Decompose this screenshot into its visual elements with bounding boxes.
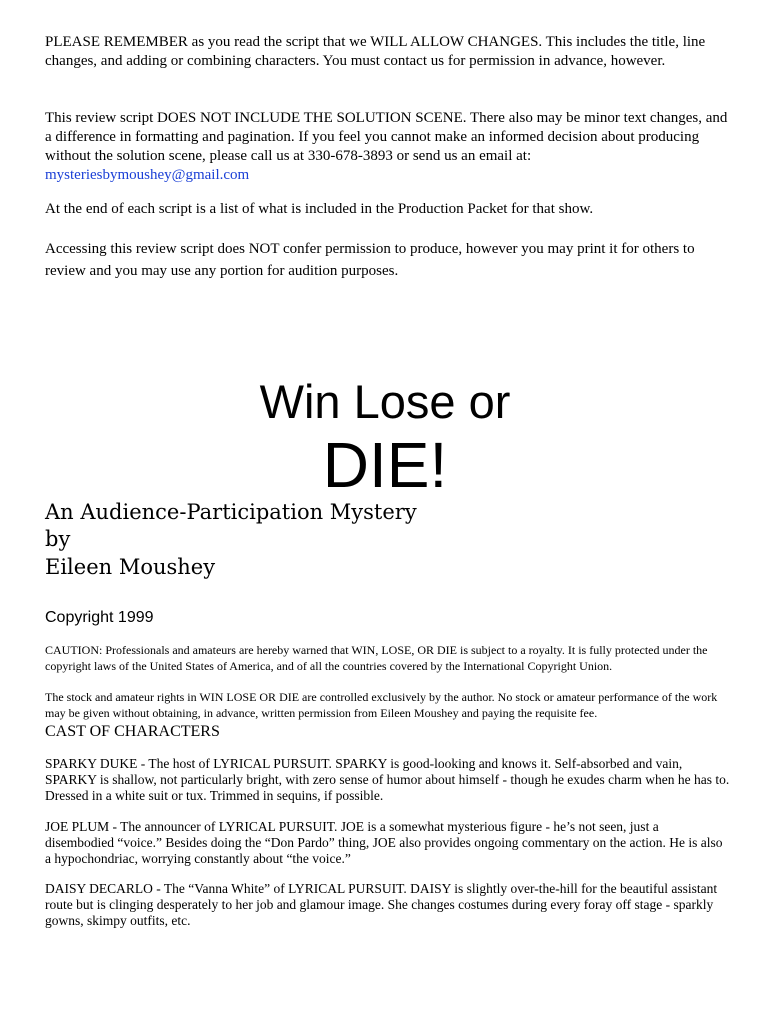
- character-joe: JOE PLUM - The announcer of LYRICAL PURSUIT. JOE is a somewhat mysterious figure - he’s not seen, just a disembodied “voice.” Besides doing the “Don Pardo” thing, JOE also provides ongoing commentary on the action. He is also a hypochondriac, worrying constantly about “the voice.”: [45, 819, 723, 866]
- subtitle-line-1: An Audience-Participation Mystery: [45, 500, 417, 524]
- notice-solution-text: This review script DOES NOT INCLUDE THE SOLUTION SCENE. There also may be minor text changes, and a difference in formatting and pagination. If you feel you cannot make an informed decision about producing without the solution scene, please call us at 330-678-3893 or send us an email at:: [45, 110, 728, 164]
- cast-heading: CAST OF CHARACTERS: [45, 723, 220, 740]
- permission-text: Accessing this review script does NOT confer permission to produce, however you may print it for others to review and you may use any portion for audition purposes.: [45, 241, 695, 279]
- notice-changes-paragraph: [45, 33, 730, 71]
- production-packet-paragraph: [45, 200, 730, 219]
- copyright-notice: Copyright 1999: [45, 609, 154, 626]
- subtitle-line-2: by: [45, 527, 71, 551]
- production-packet-text: At the end of each script is a list of what is included in the Production Packet for that show.: [45, 201, 594, 217]
- notice-changes-text: PLEASE REMEMBER as you read the script that we WILL ALLOW CHANGES. This includes the title, line changes, and adding or combining characters. You must contact us for permission in advance, however.: [45, 34, 706, 69]
- email-link[interactable]: mysteriesbymoushey@gmail.com: [45, 167, 250, 183]
- rights-paragraph: The stock and amateur rights in WIN LOSE OR DIE are controlled exclusively by the author. No stock or amateur performance of the work may be given without obtaining, in advance, written permission from Eileen Moushey and paying the requisite fee.: [45, 690, 718, 720]
- title-line-2: DIE!: [322, 429, 448, 501]
- author-name: Eileen Moushey: [45, 555, 216, 579]
- title-line-1: Win Lose or: [259, 375, 511, 428]
- permission-paragraph: [45, 238, 730, 282]
- character-sparky: SPARKY DUKE - The host of LYRICAL PURSUIT. SPARKY is good-looking and knows it. Self-absorbed and vain, SPARKY is shallow, not particularly bright, with zero sense of humor about himself - though he exudes charm when he has to. Dressed in a white suit or tux. Trimmed in sequins, if possible.: [45, 756, 730, 803]
- caution-paragraph: CAUTION: Professionals and amateurs are hereby warned that WIN, LOSE, OR DIE is subject to a royalty. It is fully protected under the copyright laws of the United States of America, and of all the countries covered by the International Copyright Union.: [45, 643, 708, 673]
- character-daisy: DAISY DECARLO - The “Vanna White” of LYRICAL PURSUIT. DAISY is slightly over-the-hill for the beautiful assistant route but is clinging desperately to her job and glamour image. She changes costumes during every foray off stage - sparkly gowns, skimpy outfits, etc.: [45, 881, 718, 928]
- notice-solution-paragraph: [45, 109, 730, 185]
